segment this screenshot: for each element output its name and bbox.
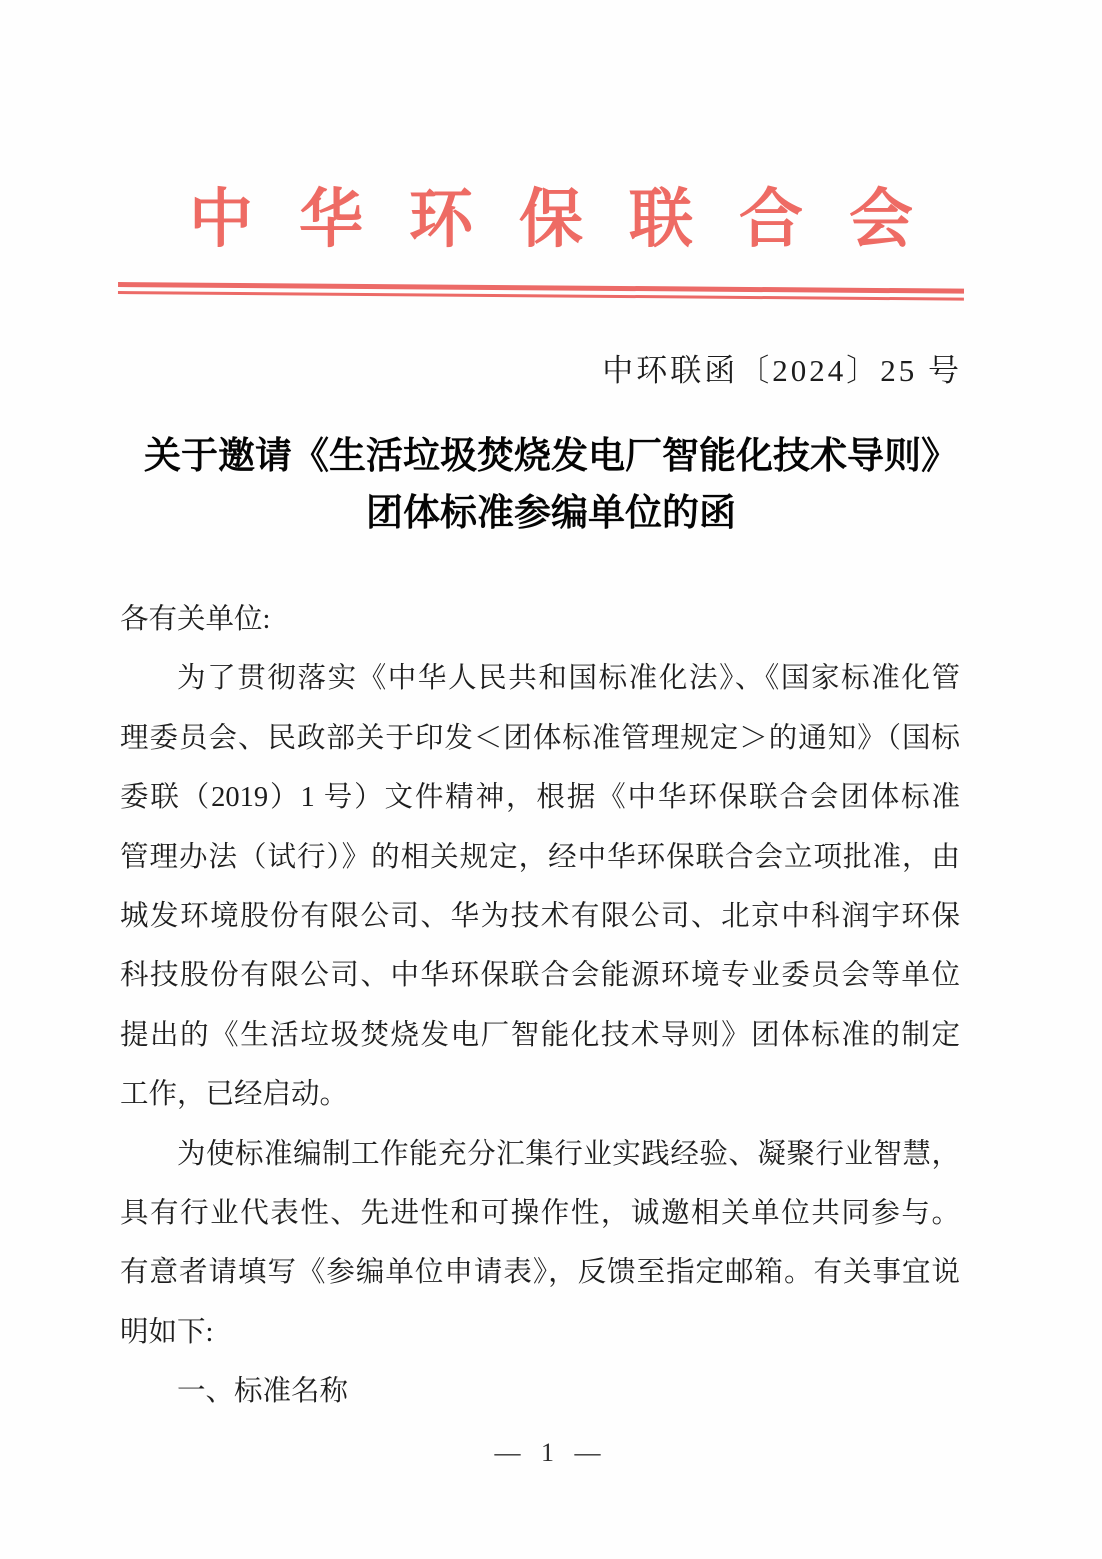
body-line: 具有行业代表性、先进性和可操作性，诚邀相关单位共同参与。 bbox=[120, 1197, 960, 1229]
page-number: — 1 — bbox=[494, 1438, 608, 1467]
body-line: 理委员会、民政部关于印发＜团体标准管理规定＞的通知》（国标 bbox=[120, 722, 960, 754]
body-line: 科技股份有限公司、中华环保联合会能源环境专业委员会等单位 bbox=[120, 960, 960, 992]
body-line: 委联（2019）1 号）文件精神，根据《中华环保联合会团体标准 bbox=[120, 782, 960, 814]
letter-title-line1: 关于邀请《生活垃圾焚烧发电厂智能化技术导则》 bbox=[144, 436, 958, 477]
letter-title bbox=[0, 428, 1102, 542]
doc-reference-number: 中环联函〔2024〕25 号 bbox=[602, 353, 962, 388]
body-line: 工作，已经启动。 bbox=[120, 1079, 349, 1111]
body-line: 为了贯彻落实《中华人民共和国标准化法》、《国家标准化管 bbox=[177, 663, 960, 695]
org-letterhead-text: 中华环保联合会 bbox=[189, 184, 959, 255]
salutation: 各有关单位: bbox=[120, 604, 271, 635]
body-line: 有意者请填写《参编单位申请表》，反馈至指定邮箱。有关事宜说 bbox=[120, 1257, 960, 1289]
body-line: 管理办法（试行）》的相关规定，经中华环保联合会立项批准，由 bbox=[120, 841, 960, 873]
body-line: 明如下: bbox=[120, 1316, 214, 1348]
body-line: 提出的《生活垃圾焚烧发电厂智能化技术导则》团体标准的制定 bbox=[120, 1019, 960, 1051]
body-line: 城发环境股份有限公司、华为技术有限公司、北京中科润宇环保 bbox=[120, 900, 960, 932]
letter-body bbox=[120, 590, 960, 1421]
body-line: 为使标准编制工作能充分汇集行业实践经验、凝聚行业智慧， bbox=[177, 1138, 960, 1170]
org-letterhead bbox=[0, 186, 1102, 254]
section-heading: 一、标准名称 bbox=[177, 1376, 349, 1408]
letterhead-separator bbox=[118, 282, 964, 301]
letter-title-line2: 团体标准参编单位的函 bbox=[366, 493, 736, 534]
